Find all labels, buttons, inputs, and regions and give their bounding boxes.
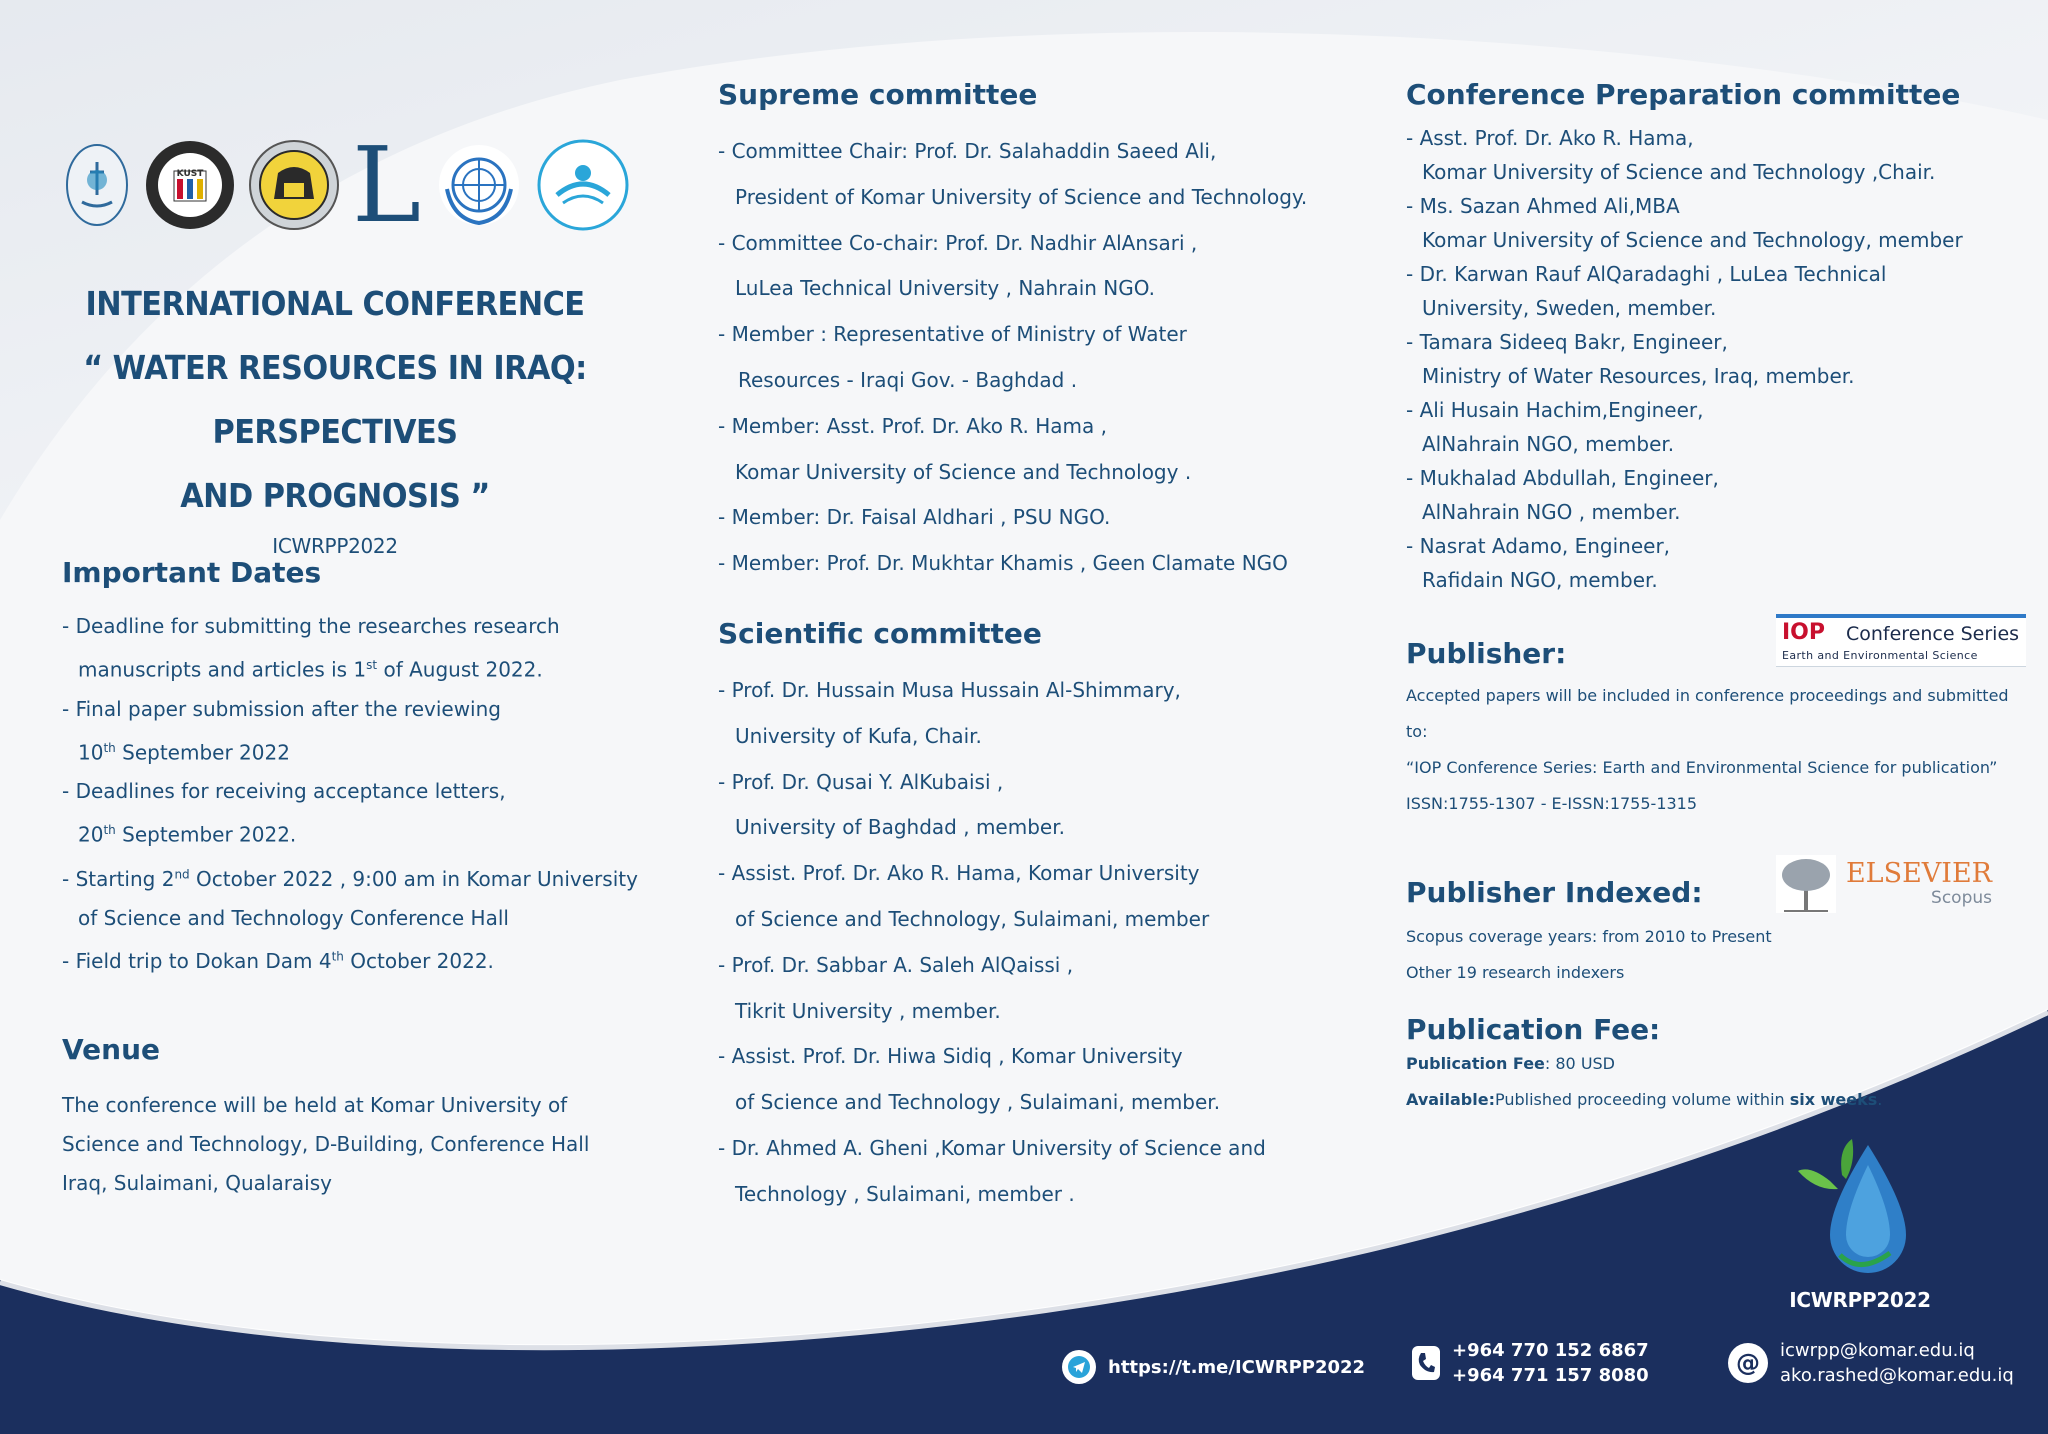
index-line: Other 19 research indexers: [1406, 963, 1625, 982]
date-item: [62, 938, 652, 982]
publication-fee-heading: Publication Fee:: [1406, 1013, 1661, 1046]
member-line: - Asst. Prof. Dr. Ako R. Hama,: [1406, 126, 1694, 150]
phone-icon: [1412, 1346, 1440, 1380]
date-text: 10: [78, 740, 104, 765]
member-line: - Ms. Sazan Ahmed Ali,MBA: [1406, 194, 1680, 218]
member-line: - Tamara Sideeq Bakr, Engineer,: [1406, 330, 1728, 354]
date-item-line: [62, 646, 652, 690]
kust-logo: [144, 139, 236, 231]
venue-section: [62, 1033, 652, 1203]
member-line: President of Komar University of Science and Technology.: [735, 184, 1308, 209]
date-ordinal: st: [366, 658, 378, 672]
committee-member: [718, 129, 1338, 221]
title-line-1: INTERNATIONAL CONFERENCE: [85, 284, 585, 323]
date-ordinal: th: [103, 823, 116, 838]
member-line: - Nasrat Adamo, Engineer,: [1406, 534, 1671, 558]
date-text: October 2022.: [343, 949, 494, 974]
member-line: - Member: Dr. Faisal Aldhari , PSU NGO.: [718, 505, 1111, 530]
date-text: - Starting 2: [62, 866, 175, 891]
member-line: University of Kufa, Chair.: [735, 723, 982, 748]
member-line: - Prof. Dr. Qusai Y. AlKubaisi ,: [718, 769, 1004, 794]
availability-line: [1406, 1082, 2026, 1118]
scientific-committee-list: [718, 668, 1338, 1218]
committee-member: [718, 541, 1338, 587]
supreme-committee-list: [718, 129, 1338, 587]
fee-value: : 80 USD: [1544, 1054, 1615, 1073]
member-line: Komar University of Science and Technology, member: [1422, 228, 1963, 252]
date-item-line: - Final paper submission after the reviewing: [62, 696, 501, 721]
supreme-committee-heading: Supreme committee: [718, 78, 1038, 111]
date-text: September 2022: [115, 740, 290, 765]
date-item-line: [62, 811, 652, 855]
committee-member: [718, 1126, 1338, 1218]
venue-line: Science and Technology, D-Building, Conference Hall: [62, 1132, 590, 1156]
committee-member: [718, 760, 1338, 852]
availability-label: Available:: [1406, 1090, 1495, 1109]
member-line: - Dr. Karwan Rauf AlQaradaghi , LuLea Technical: [1406, 262, 1887, 286]
date-item-line: [62, 729, 652, 773]
date-text: September 2022.: [115, 822, 297, 847]
index-line: Scopus coverage years: from 2010 to Present: [1406, 927, 1772, 946]
date-ordinal: th: [331, 949, 344, 964]
member-line: - Ali Husain Hachim,Engineer,: [1406, 398, 1704, 422]
elsevier-tree-icon: [1776, 855, 1836, 913]
committee-member: [718, 943, 1338, 1035]
member-line: - Prof. Dr. Hussain Musa Hussain Al-Shimmary,: [718, 677, 1181, 702]
phone-contact: [1412, 1338, 1649, 1388]
publisher-line: Accepted papers will be included in conference proceedings and submitted to:: [1406, 686, 2009, 741]
email-addresses: [1780, 1338, 2014, 1388]
publisher-indexed-header: [1406, 848, 2026, 919]
email-address[interactable]: ako.rashed@komar.edu.iq: [1780, 1365, 2014, 1386]
iop-conference-series-logo: [1776, 614, 2026, 667]
icwrpp-drop-logo: [1790, 1135, 1930, 1295]
fee-label: Publication Fee: [1406, 1054, 1545, 1073]
date-item: [62, 607, 652, 690]
date-text: 20: [78, 822, 104, 847]
publisher-indexed-heading: Publisher Indexed:: [1406, 876, 1703, 909]
apsu-logo: [537, 139, 629, 231]
date-item-line: [62, 949, 494, 973]
committee-member: [718, 312, 1338, 404]
email-contact: [1728, 1338, 2014, 1388]
united-nations-logo: [433, 139, 525, 231]
committee-member: [1406, 189, 2026, 257]
date-text: - Field trip to Dokan Dam 4: [62, 949, 332, 974]
brand-name: ICWRPP2022: [1789, 1288, 1931, 1312]
member-line: Technology , Sulaimani, member .: [735, 1181, 1075, 1206]
member-line: - Dr. Ahmed A. Gheni ,Komar University of Science and: [718, 1135, 1266, 1160]
publisher-details: [1406, 678, 2026, 822]
member-line: Rafidain NGO, member.: [1422, 568, 1658, 592]
availability-end: .: [1877, 1090, 1883, 1109]
venue-line: The conference will be held at Komar University of: [62, 1093, 568, 1117]
iop-logo-series: Conference Series: [1846, 623, 2020, 645]
scopus-wordmark: Scopus: [1931, 887, 1992, 908]
at-sign-icon: @: [1728, 1343, 1768, 1383]
committee-member: [1406, 257, 2026, 325]
conference-abbreviation: ICWRPP2022: [272, 534, 398, 558]
partner-logos: [62, 124, 622, 246]
publisher-heading: Publisher:: [1406, 637, 1567, 670]
committee-member: [1406, 461, 2026, 529]
venue-heading: Venue: [62, 1033, 160, 1066]
important-dates-heading: Important Dates: [62, 556, 322, 589]
elsevier-scopus-logo: [1776, 855, 1992, 913]
member-line: of Science and Technology, Sulaimani, member: [735, 906, 1210, 931]
publisher-header: [1406, 611, 2026, 670]
phone-number[interactable]: +964 771 157 8080: [1452, 1365, 1649, 1386]
committees-column: [718, 78, 1338, 1218]
right-column: [1406, 78, 2026, 1118]
l-letter-logo: L: [352, 124, 422, 246]
date-item-line: - Deadline for submitting the researches research: [62, 614, 560, 638]
member-line: - Assist. Prof. Dr. Ako R. Hama, Komar University: [718, 861, 1200, 886]
publisher-line: “IOP Conference Series: Earth and Environmental Science for publication”: [1406, 758, 1998, 777]
committee-member: [1406, 121, 2026, 189]
member-line: - Member: Prof. Dr. Mukhtar Khamis , Geen Clamate NGO: [718, 551, 1288, 576]
member-line: - Committee Co-chair: Prof. Dr. Nadhir AlAnsari ,: [718, 230, 1198, 255]
member-line: Komar University of Science and Technology ,Chair.: [1422, 160, 1936, 184]
date-ordinal: nd: [174, 866, 190, 881]
elsevier-wordmark: ELSEVIER: [1845, 857, 1992, 889]
date-item-line: of Science and Technology Conference Hall: [78, 905, 509, 930]
member-line: Resources - Iraqi Gov. - Baghdad .: [738, 367, 1078, 392]
availability-duration: six weeks: [1789, 1090, 1878, 1109]
telegram-link[interactable]: https://t.me/ICWRPP2022: [1108, 1356, 1366, 1378]
iop-logo-text: IOP: [1782, 620, 1826, 645]
kust-logo-text: KUST: [176, 169, 204, 179]
university-crest-logo: [248, 139, 340, 231]
member-line: - Mukhalad Abdullah, Engineer,: [1406, 466, 1719, 490]
member-line: University, Sweden, member.: [1422, 296, 1717, 320]
member-line: - Prof. Dr. Sabbar A. Saleh AlQaissi ,: [718, 952, 1074, 977]
committee-member: [1406, 393, 2026, 461]
committee-member: [1406, 529, 2026, 597]
iop-logo-subtitle: Earth and Environmental Science: [1782, 649, 1978, 662]
date-item: [62, 772, 652, 855]
date-text: manuscripts and articles is 1: [78, 657, 367, 682]
committee-member: [1406, 325, 2026, 393]
member-line: - Member: Asst. Prof. Dr. Ako R. Hama ,: [718, 413, 1107, 438]
member-line: University of Baghdad , member.: [735, 815, 1065, 840]
committee-member: [718, 851, 1338, 943]
venue-line: Iraq, Sulaimani, Qualaraisy: [62, 1171, 332, 1195]
phone-numbers: [1452, 1338, 1649, 1388]
committee-member: [718, 1034, 1338, 1126]
date-item: [62, 690, 652, 773]
date-item-line: - Deadlines for receiving acceptance letters,: [62, 779, 506, 804]
member-line: Komar University of Science and Technology .: [735, 459, 1192, 484]
availability-text: Published proceeding volume within: [1495, 1090, 1790, 1109]
fee-line: [1406, 1046, 2026, 1082]
member-line: Ministry of Water Resources, Iraq, member.: [1422, 364, 1855, 388]
preparation-committee-list: [1406, 121, 2026, 597]
scientific-committee-heading: Scientific committee: [718, 616, 1042, 650]
member-line: LuLea Technical University , Nahrain NGO.: [735, 276, 1156, 301]
preparation-committee-heading: Conference Preparation committee: [1406, 78, 1961, 111]
important-dates-section: [62, 556, 652, 981]
conference-title: [40, 272, 630, 558]
date-item: [62, 855, 652, 938]
member-line: - Member : Representative of Ministry of Water: [718, 322, 1187, 347]
title-line-3: AND PROGNOSIS ”: [180, 476, 490, 515]
ministry-water-resources-logo: [62, 139, 132, 231]
publisher-line: ISSN:1755-1307 - E-ISSN:1755-1315: [1406, 794, 1698, 813]
date-ordinal: th: [103, 740, 116, 755]
date-item-line: [62, 867, 638, 891]
date-text: of August 2022.: [377, 657, 543, 682]
committee-member: [718, 495, 1338, 541]
member-line: AlNahrain NGO , member.: [1422, 500, 1681, 524]
committee-member: [718, 404, 1338, 496]
telegram-icon: [1062, 1350, 1096, 1384]
phone-number[interactable]: +964 770 152 6867: [1452, 1340, 1649, 1361]
committee-member: [718, 668, 1338, 760]
venue-text: [62, 1086, 652, 1203]
committee-member: [718, 221, 1338, 313]
title-line-2: “ WATER RESOURCES IN IRAQ: PERSPECTIVES: [83, 348, 587, 451]
telegram-contact[interactable]: [1062, 1350, 1365, 1384]
member-line: of Science and Technology , Sulaimani, member.: [735, 1090, 1221, 1115]
email-address[interactable]: icwrpp@komar.edu.iq: [1780, 1340, 1975, 1361]
member-line: AlNahrain NGO, member.: [1422, 432, 1675, 456]
date-text: October 2022 , 9:00 am in Komar University: [189, 866, 638, 891]
member-line: Tikrit University , member.: [735, 998, 1001, 1023]
member-line: - Committee Chair: Prof. Dr. Salahaddin Saeed Ali,: [718, 139, 1217, 163]
member-line: - Assist. Prof. Dr. Hiwa Sidiq , Komar University: [718, 1044, 1183, 1069]
